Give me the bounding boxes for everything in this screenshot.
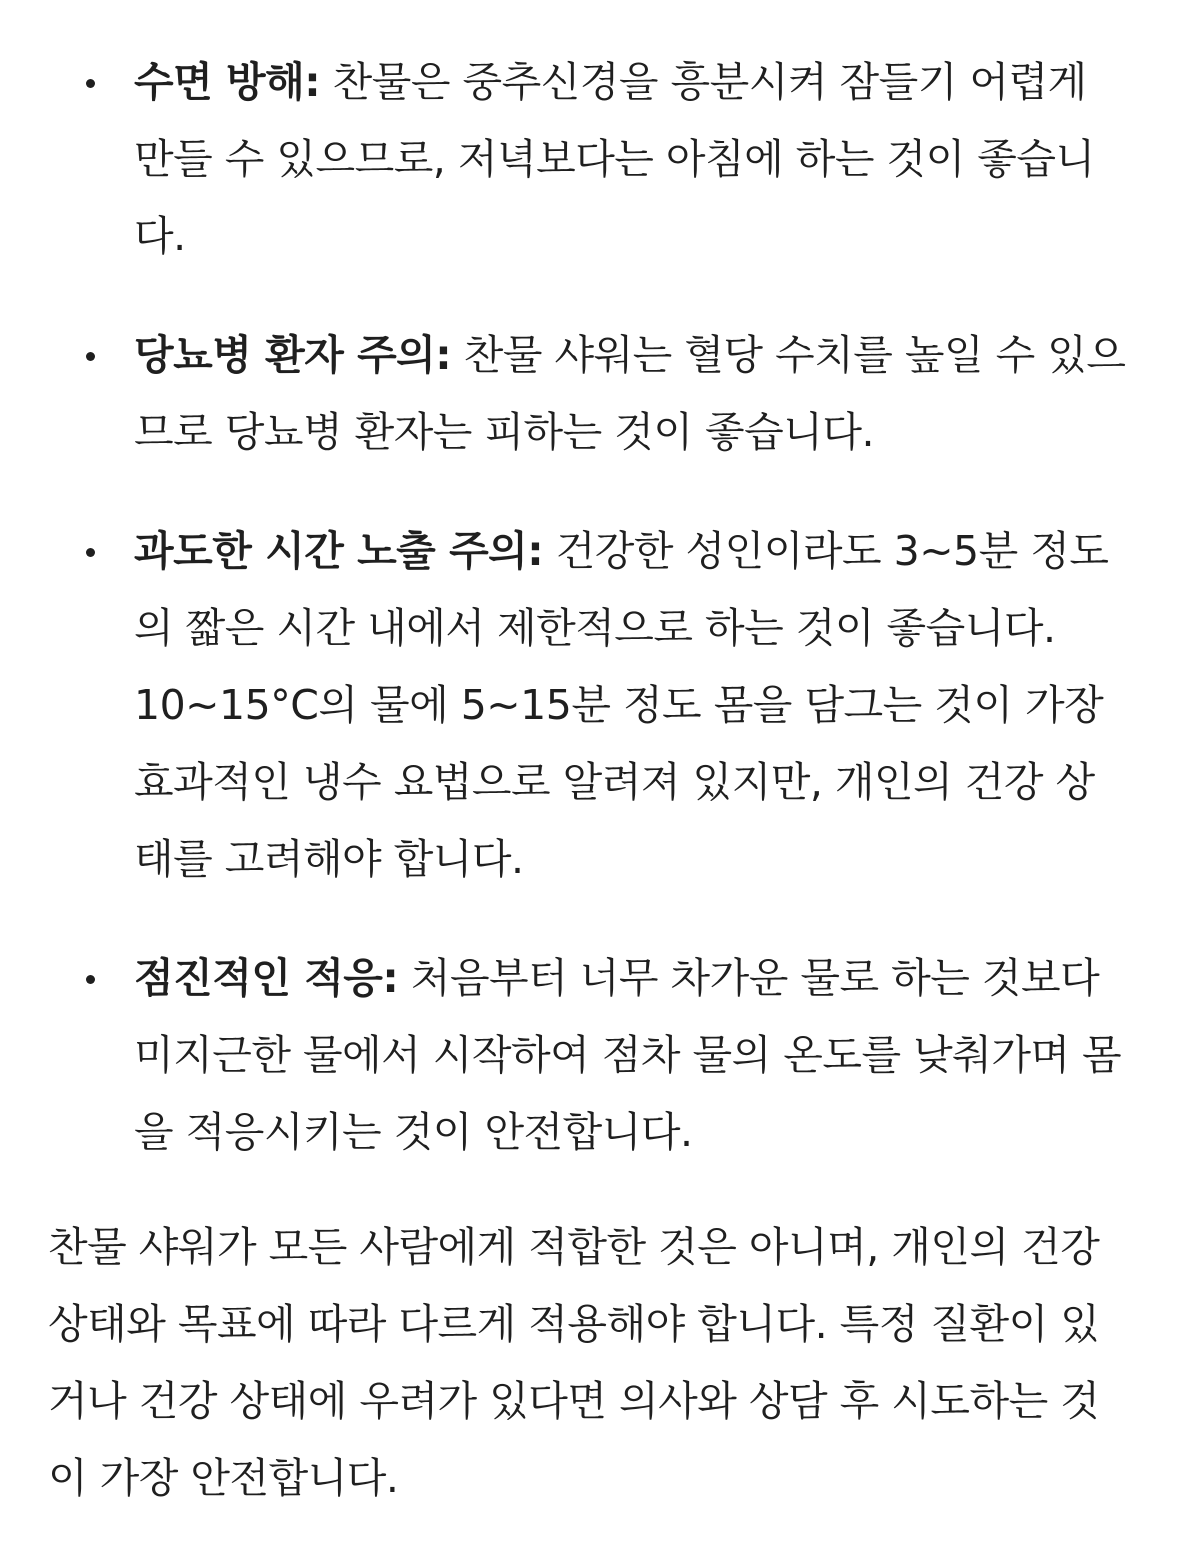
- list-item: [48, 940, 1128, 1171]
- bullet-icon: [86, 548, 95, 557]
- list-item: [48, 44, 1128, 275]
- list-item-term: 과도한 시간 노출 주의:: [134, 527, 544, 575]
- list-item-term: 수면 방해:: [134, 58, 321, 106]
- caution-list: [48, 44, 1128, 1171]
- list-item-text: 찬물은 중추신경을 흥분시켜 잠들기 어렵게 만들 수 있으므로, 저녁보다는 아침에 하는 것이 좋습니다.: [134, 58, 1095, 260]
- list-item-text: 찬물 샤워는 혈당 수치를 높일 수 있으므로 당뇨병 환자는 피하는 것이 좋습니다.: [134, 331, 1126, 456]
- list-item: [48, 513, 1128, 898]
- bullet-icon: [86, 352, 95, 361]
- closing-paragraph: 찬물 샤워가 모든 사람에게 적합한 것은 아니며, 개인의 건강 상태와 목표에 따라 다르게 적용해야 합니다. 특정 질환이 있거나 건강 상태에 우려가 있다면 의사와 상담 후 시도하는 것이 가장 안전합니다.: [48, 1223, 1100, 1502]
- list-item-text: 처음부터 너무 차가운 물로 하는 것보다 미지근한 물에서 시작하여 점차 물의 온도를 낮춰가며 몸을 적응시키는 것이 안전합니다.: [134, 954, 1122, 1156]
- bullet-icon: [86, 975, 95, 984]
- message-content: [48, 44, 1128, 1517]
- list-item-term: 당뇨병 환자 주의:: [134, 331, 452, 379]
- list-item-term: 점진적인 적응:: [134, 954, 399, 1002]
- list-item-text: 건강한 성인이라도 3~5분 정도의 짧은 시간 내에서 제한적으로 하는 것이 좋습니다. 10~15°C의 물에 5~15분 정도 몸을 담그는 것이 가장 효과적인 냉수 요법으로 알려져 있지만, 개인의 건강 상태를 고려해야 합니다.: [134, 527, 1109, 883]
- list-item: [48, 317, 1128, 471]
- bullet-icon: [86, 79, 95, 88]
